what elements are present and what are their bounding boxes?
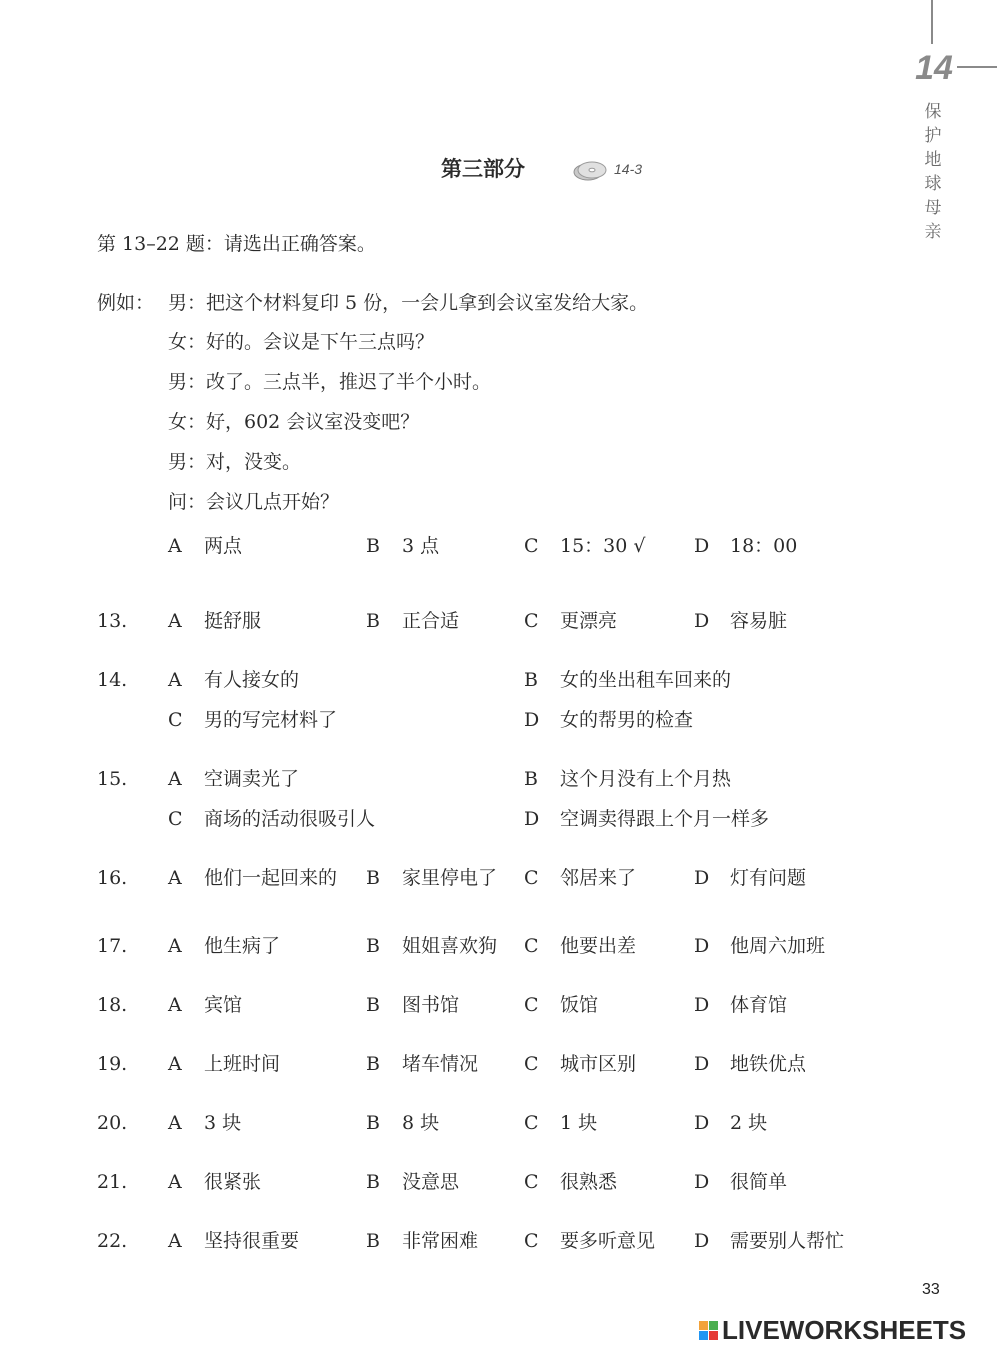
option-text: 两点	[204, 535, 243, 557]
option-letter: C	[524, 535, 539, 557]
option-text[interactable]: 挺舒服	[204, 610, 262, 632]
option-letter[interactable]: A	[168, 1230, 182, 1252]
option-letter[interactable]: D	[694, 1112, 710, 1134]
option-letter[interactable]: D	[524, 808, 540, 830]
option-text[interactable]: 空调卖光了	[204, 768, 300, 790]
option-text[interactable]: 这个月没有上个月热	[560, 768, 732, 790]
option-letter[interactable]: C	[524, 867, 539, 889]
option-letter[interactable]: C	[524, 1171, 539, 1193]
option-text[interactable]: 商场的活动很吸引人	[204, 808, 376, 830]
option-text-correct: 15：30 √	[560, 535, 646, 557]
option-letter[interactable]: D	[694, 935, 710, 957]
option-text[interactable]: 3 块	[204, 1112, 242, 1134]
option-text[interactable]: 邻居来了	[560, 867, 637, 889]
option-text[interactable]: 容易脏	[730, 610, 788, 632]
option-text: 18：00	[730, 535, 798, 557]
option-letter[interactable]: A	[168, 669, 182, 691]
question-number: 14.	[97, 669, 128, 691]
option-letter[interactable]: D	[524, 709, 540, 731]
question-number: 22.	[97, 1230, 128, 1252]
option-text[interactable]: 他生病了	[204, 935, 281, 957]
option-letter[interactable]: C	[524, 935, 539, 957]
option-text[interactable]: 有人接女的	[204, 669, 300, 691]
logo-block	[699, 1321, 708, 1330]
option-letter[interactable]: B	[366, 935, 380, 957]
option-letter[interactable]: B	[524, 768, 538, 790]
option-letter[interactable]: B	[366, 1112, 380, 1134]
example-line: 女：好的。会议是下午三点吗？	[168, 331, 435, 353]
option-text[interactable]: 上班时间	[204, 1053, 281, 1075]
option-letter[interactable]: A	[168, 1053, 182, 1075]
logo-block	[709, 1331, 718, 1340]
option-letter[interactable]: C	[524, 994, 539, 1016]
question-number: 17.	[97, 935, 128, 957]
option-letter[interactable]: A	[168, 1112, 182, 1134]
option-letter[interactable]: D	[694, 994, 710, 1016]
option-text[interactable]: 男的写完材料了	[204, 709, 338, 731]
option-letter[interactable]: D	[694, 1053, 710, 1075]
option-letter[interactable]: A	[168, 994, 182, 1016]
option-text[interactable]: 饭馆	[560, 994, 599, 1016]
option-text[interactable]: 需要别人帮忙	[730, 1230, 845, 1252]
logo-blocks-icon	[699, 1321, 718, 1340]
option-text[interactable]: 空调卖得跟上个月一样多	[560, 808, 770, 830]
option-letter[interactable]: A	[168, 768, 182, 790]
option-text[interactable]: 2 块	[730, 1112, 768, 1134]
example-line: 男：改了。三点半，推迟了半个小时。	[168, 371, 492, 393]
option-text[interactable]: 灯有问题	[730, 867, 807, 889]
chapter-divider-horizontal	[957, 66, 997, 68]
option-text[interactable]: 非常困难	[402, 1230, 479, 1252]
option-text[interactable]: 家里停电了	[402, 867, 498, 889]
option-letter[interactable]: D	[694, 610, 710, 632]
question-number: 21.	[97, 1171, 128, 1193]
option-text[interactable]: 1 块	[560, 1112, 598, 1134]
option-text[interactable]: 很紧张	[204, 1171, 262, 1193]
example-line: 问：会议几点开始？	[168, 491, 340, 513]
liveworksheets-logo	[699, 1316, 966, 1344]
option-text[interactable]: 要多听意见	[560, 1230, 656, 1252]
example-label: 例如：	[97, 292, 155, 314]
option-letter[interactable]: C	[168, 709, 183, 731]
example-line: 男：对，没变。	[168, 451, 302, 473]
option-letter[interactable]: A	[168, 867, 182, 889]
option-text[interactable]: 他周六加班	[730, 935, 826, 957]
chapter-title: 保护地球母亲	[924, 102, 942, 242]
option-text[interactable]: 女的坐出租车回来的	[560, 669, 732, 691]
example-line: 男：把这个材料复印 5 份，一会儿拿到会议室发给大家。	[168, 292, 649, 314]
option-letter[interactable]: B	[366, 1053, 380, 1075]
option-text[interactable]: 堵车情况	[402, 1053, 479, 1075]
option-letter[interactable]: B	[366, 994, 380, 1016]
option-text[interactable]: 他要出差	[560, 935, 637, 957]
option-letter[interactable]: D	[694, 1171, 710, 1193]
option-text[interactable]: 坚持很重要	[204, 1230, 300, 1252]
chapter-number: 14	[915, 49, 953, 87]
brand-name: LIVEWORKSHEETS	[722, 1314, 967, 1345]
option-letter[interactable]: A	[168, 1171, 182, 1193]
question-number: 19.	[97, 1053, 128, 1075]
question-number: 18.	[97, 994, 128, 1016]
chapter-divider-vertical	[931, 0, 933, 44]
instruction: 第 13–22 题：请选出正确答案。	[97, 233, 376, 255]
option-letter[interactable]: B	[366, 1230, 380, 1252]
option-text[interactable]: 地铁优点	[730, 1053, 807, 1075]
question-number: 15.	[97, 768, 128, 790]
option-text[interactable]: 女的帮男的检查	[560, 709, 694, 731]
option-letter[interactable]: C	[524, 610, 539, 632]
option-letter[interactable]: D	[694, 867, 710, 889]
option-text[interactable]: 更漂亮	[560, 610, 618, 632]
option-letter: B	[366, 535, 380, 557]
question-number: 16.	[97, 867, 128, 889]
logo-block	[709, 1321, 718, 1330]
option-letter[interactable]: D	[694, 1230, 710, 1252]
option-text[interactable]: 没意思	[402, 1171, 460, 1193]
audio-cd-icon[interactable]	[573, 158, 607, 182]
question-number: 13.	[97, 610, 128, 632]
option-letter[interactable]: C	[168, 808, 183, 830]
option-text[interactable]: 姐姐喜欢狗	[402, 935, 498, 957]
logo-block	[699, 1331, 708, 1340]
option-text[interactable]: 体育馆	[730, 994, 788, 1016]
option-letter[interactable]: B	[524, 669, 538, 691]
option-text[interactable]: 城市区别	[560, 1053, 637, 1075]
question-number: 20.	[97, 1112, 128, 1134]
option-letter[interactable]: B	[366, 1171, 380, 1193]
option-text[interactable]: 8 块	[402, 1112, 440, 1134]
page-number: 33	[922, 1281, 940, 1298]
option-letter[interactable]: A	[168, 935, 182, 957]
option-text[interactable]: 宾馆	[204, 994, 243, 1016]
track-number: 14-3	[614, 161, 643, 177]
option-letter: A	[168, 535, 182, 557]
option-text[interactable]: 很简单	[730, 1171, 788, 1193]
option-letter[interactable]: B	[366, 610, 380, 632]
option-letter[interactable]: C	[524, 1112, 539, 1134]
option-letter[interactable]: C	[524, 1053, 539, 1075]
option-text[interactable]: 正合适	[402, 610, 460, 632]
section-title: 第三部分	[441, 156, 525, 181]
option-text[interactable]: 图书馆	[402, 994, 460, 1016]
option-letter: D	[694, 535, 710, 557]
option-text[interactable]: 他们一起回来的	[204, 867, 338, 889]
option-letter[interactable]: C	[524, 1230, 539, 1252]
option-letter[interactable]: A	[168, 610, 182, 632]
option-letter[interactable]: B	[366, 867, 380, 889]
example-line: 女：好，602 会议室没变吧？	[168, 411, 420, 433]
option-text: 3 点	[402, 535, 440, 557]
option-text[interactable]: 很熟悉	[560, 1171, 618, 1193]
